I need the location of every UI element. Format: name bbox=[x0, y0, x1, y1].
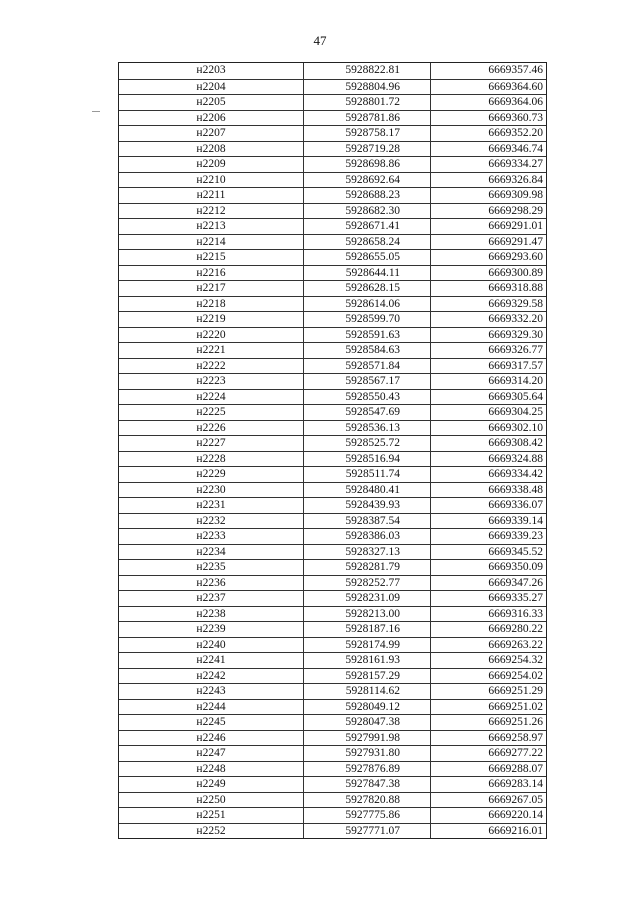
y-coordinate-cell: 6669345.52 bbox=[488, 545, 543, 558]
x-coordinate-cell: 5928049.12 bbox=[304, 700, 431, 715]
y-coordinate-cell: 6669309.98 bbox=[488, 189, 543, 201]
x-coordinate-cell: 5928584.63 bbox=[304, 343, 431, 358]
point-id-cell: н2244 bbox=[119, 700, 304, 715]
point-id-cell: н2234 bbox=[119, 545, 304, 560]
y-coordinate-cell: 6669352.20 bbox=[488, 127, 543, 139]
table-row bbox=[119, 373, 546, 389]
x-coordinate-cell: 5928599.70 bbox=[304, 312, 431, 327]
point-id-cell: н2235 bbox=[119, 560, 304, 575]
y-coordinate-cell: 6669277.22 bbox=[488, 747, 543, 759]
x-coordinate-cell: 5928516.94 bbox=[304, 452, 431, 467]
x-coordinate-cell: 5928655.05 bbox=[304, 250, 431, 265]
table-row bbox=[119, 451, 546, 467]
table-row bbox=[119, 668, 546, 684]
y-coordinate-cell: 6669318.88 bbox=[488, 282, 543, 294]
point-id-cell: н2238 bbox=[119, 607, 304, 622]
table-row bbox=[119, 606, 546, 622]
x-coordinate-cell: 5928644.11 bbox=[304, 266, 431, 281]
table-row bbox=[119, 125, 546, 141]
y-coordinate-cell: 6669251.29 bbox=[488, 685, 543, 697]
point-id-cell: н2213 bbox=[119, 219, 304, 234]
y-coordinate-cell: 6669298.29 bbox=[488, 204, 543, 217]
point-id-cell: н2227 bbox=[119, 436, 304, 451]
point-id-cell: н2250 bbox=[119, 793, 304, 808]
point-id-cell: н2247 bbox=[119, 746, 304, 761]
table-row bbox=[119, 141, 546, 157]
point-id-cell: н2212 bbox=[119, 204, 304, 219]
table-row bbox=[119, 172, 546, 188]
x-coordinate-cell: 5928591.63 bbox=[304, 328, 431, 343]
y-coordinate-cell: 6669364.60 bbox=[488, 80, 543, 93]
x-coordinate-cell: 5928511.74 bbox=[304, 467, 431, 482]
point-id-cell: н2249 bbox=[119, 777, 304, 792]
x-coordinate-cell: 5928781.86 bbox=[304, 111, 431, 126]
y-coordinate-cell: 6669324.88 bbox=[488, 452, 543, 465]
table-row bbox=[119, 327, 546, 343]
y-coordinate-cell: 6669326.77 bbox=[488, 344, 543, 356]
x-coordinate-cell: 5928480.41 bbox=[304, 483, 431, 498]
table-row bbox=[119, 110, 546, 126]
y-coordinate-cell: 6669283.14 bbox=[488, 778, 543, 790]
y-coordinate-cell: 6669308.42 bbox=[488, 437, 543, 449]
point-id-cell: н2229 bbox=[119, 467, 304, 482]
table-row bbox=[119, 187, 546, 203]
x-coordinate-cell: 5927771.07 bbox=[304, 824, 431, 839]
point-id-cell: н2214 bbox=[119, 235, 304, 250]
y-coordinate-cell: 6669304.25 bbox=[488, 406, 543, 418]
table-row bbox=[119, 63, 546, 79]
y-coordinate-cell: 6669293.60 bbox=[488, 251, 543, 263]
point-id-cell: н2226 bbox=[119, 421, 304, 436]
margin-mark bbox=[92, 111, 100, 112]
y-coordinate-cell: 6669314.20 bbox=[488, 375, 543, 387]
table-row bbox=[119, 699, 546, 715]
x-coordinate-cell: 5928719.28 bbox=[304, 142, 431, 157]
y-coordinate-cell: 6669220.14 bbox=[488, 809, 543, 821]
x-coordinate-cell: 5928386.03 bbox=[304, 529, 431, 544]
table-row bbox=[119, 358, 546, 374]
y-coordinate-cell: 6669335.27 bbox=[488, 592, 543, 604]
point-id-cell: н2211 bbox=[119, 188, 304, 203]
y-coordinate-cell: 6669326.84 bbox=[488, 173, 543, 186]
table-row bbox=[119, 559, 546, 575]
point-id-cell: н2240 bbox=[119, 638, 304, 653]
y-coordinate-cell: 6669339.23 bbox=[488, 530, 543, 542]
point-id-cell: н2231 bbox=[119, 498, 304, 513]
y-coordinate-cell: 6669258.97 bbox=[488, 731, 543, 744]
table-row bbox=[119, 621, 546, 637]
x-coordinate-cell: 5928550.43 bbox=[304, 390, 431, 405]
table-row bbox=[119, 513, 546, 529]
y-coordinate-cell: 6669254.02 bbox=[488, 669, 543, 682]
x-coordinate-cell: 5928547.69 bbox=[304, 405, 431, 420]
table-row bbox=[119, 435, 546, 451]
point-id-cell: н2233 bbox=[119, 529, 304, 544]
x-coordinate-cell: 5927876.89 bbox=[304, 762, 431, 777]
x-coordinate-cell: 5928157.29 bbox=[304, 669, 431, 684]
table-row bbox=[119, 156, 546, 172]
table-row bbox=[119, 745, 546, 761]
x-coordinate-cell: 5928658.24 bbox=[304, 235, 431, 250]
y-coordinate-cell: 6669251.02 bbox=[488, 700, 543, 713]
x-coordinate-cell: 5928692.64 bbox=[304, 173, 431, 188]
page-number: 47 bbox=[313, 33, 327, 48]
point-id-cell: н2224 bbox=[119, 390, 304, 405]
table-row bbox=[119, 280, 546, 296]
point-id-cell: н2252 bbox=[119, 824, 304, 839]
y-coordinate-cell: 6669280.22 bbox=[488, 623, 543, 635]
x-coordinate-cell: 5928682.30 bbox=[304, 204, 431, 219]
table-row bbox=[119, 792, 546, 808]
y-coordinate-cell: 6669216.01 bbox=[488, 824, 543, 837]
point-id-cell: н2236 bbox=[119, 576, 304, 591]
table-row bbox=[119, 544, 546, 560]
coordinates-table bbox=[118, 62, 547, 839]
point-id-cell: н2251 bbox=[119, 808, 304, 823]
point-id-cell: н2225 bbox=[119, 405, 304, 420]
table-row bbox=[119, 761, 546, 777]
y-coordinate-cell: 6669364.06 bbox=[488, 96, 543, 108]
x-coordinate-cell: 5928114.62 bbox=[304, 684, 431, 699]
point-id-cell: н2223 bbox=[119, 374, 304, 389]
point-id-cell: н2219 bbox=[119, 312, 304, 327]
point-id-cell: н2220 bbox=[119, 328, 304, 343]
table-row bbox=[119, 342, 546, 358]
x-coordinate-cell: 5928161.93 bbox=[304, 653, 431, 668]
table-row bbox=[119, 528, 546, 544]
table-row bbox=[119, 389, 546, 405]
x-coordinate-cell: 5928614.06 bbox=[304, 297, 431, 312]
x-coordinate-cell: 5927820.88 bbox=[304, 793, 431, 808]
x-coordinate-cell: 5928439.93 bbox=[304, 498, 431, 513]
point-id-cell: н2222 bbox=[119, 359, 304, 374]
y-coordinate-cell: 6669291.01 bbox=[488, 220, 543, 232]
point-id-cell: н2206 bbox=[119, 111, 304, 126]
table-row bbox=[119, 296, 546, 312]
x-coordinate-cell: 5928281.79 bbox=[304, 560, 431, 575]
table-row bbox=[119, 575, 546, 591]
x-coordinate-cell: 5928571.84 bbox=[304, 359, 431, 374]
y-coordinate-cell: 6669329.30 bbox=[488, 328, 543, 341]
y-coordinate-cell: 6669347.26 bbox=[488, 576, 543, 589]
x-coordinate-cell: 5928174.99 bbox=[304, 638, 431, 653]
y-coordinate-cell: 6669263.22 bbox=[488, 638, 543, 651]
x-coordinate-cell: 5927847.38 bbox=[304, 777, 431, 792]
point-id-cell: н2246 bbox=[119, 731, 304, 746]
x-coordinate-cell: 5928047.38 bbox=[304, 715, 431, 730]
table-row bbox=[119, 730, 546, 746]
table-row bbox=[119, 311, 546, 327]
x-coordinate-cell: 5928187.16 bbox=[304, 622, 431, 637]
x-coordinate-cell: 5928804.96 bbox=[304, 80, 431, 95]
point-id-cell: н2239 bbox=[119, 622, 304, 637]
table-row bbox=[119, 265, 546, 281]
x-coordinate-cell: 5928671.41 bbox=[304, 219, 431, 234]
x-coordinate-cell: 5928525.72 bbox=[304, 436, 431, 451]
y-coordinate-cell: 6669332.20 bbox=[488, 313, 543, 325]
x-coordinate-cell: 5928567.17 bbox=[304, 374, 431, 389]
table-row bbox=[119, 234, 546, 250]
table-row bbox=[119, 420, 546, 436]
table-row bbox=[119, 590, 546, 606]
table-row bbox=[119, 466, 546, 482]
x-coordinate-cell: 5928387.54 bbox=[304, 514, 431, 529]
table-row bbox=[119, 714, 546, 730]
point-id-cell: н2241 bbox=[119, 653, 304, 668]
point-id-cell: н2228 bbox=[119, 452, 304, 467]
point-id-cell: н2221 bbox=[119, 343, 304, 358]
x-coordinate-cell: 5928252.77 bbox=[304, 576, 431, 591]
point-id-cell: н2230 bbox=[119, 483, 304, 498]
x-coordinate-cell: 5928628.15 bbox=[304, 281, 431, 296]
table-row bbox=[119, 807, 546, 823]
point-id-cell: н2243 bbox=[119, 684, 304, 699]
y-coordinate-cell: 6669251.26 bbox=[488, 716, 543, 728]
point-id-cell: н2242 bbox=[119, 669, 304, 684]
table-row bbox=[119, 482, 546, 498]
y-coordinate-cell: 6669302.10 bbox=[488, 421, 543, 434]
y-coordinate-cell: 6669300.89 bbox=[488, 266, 543, 279]
point-id-cell: н2248 bbox=[119, 762, 304, 777]
point-id-cell: н2203 bbox=[119, 63, 304, 79]
x-coordinate-cell: 5928758.17 bbox=[304, 126, 431, 141]
point-id-cell: н2217 bbox=[119, 281, 304, 296]
table-row bbox=[119, 404, 546, 420]
table-row bbox=[119, 218, 546, 234]
table-row bbox=[119, 497, 546, 513]
point-id-cell: н2207 bbox=[119, 126, 304, 141]
y-coordinate-cell: 6669336.07 bbox=[488, 499, 543, 511]
point-id-cell: н2215 bbox=[119, 250, 304, 265]
y-coordinate-cell: 6669350.09 bbox=[488, 561, 543, 573]
y-coordinate-cell: 6669334.27 bbox=[488, 158, 543, 170]
table-row bbox=[119, 823, 546, 839]
y-coordinate-cell: 6669346.74 bbox=[488, 142, 543, 155]
y-coordinate-cell: 6669316.33 bbox=[488, 607, 543, 620]
table-row bbox=[119, 249, 546, 265]
x-coordinate-cell: 5927991.98 bbox=[304, 731, 431, 746]
point-id-cell: н2216 bbox=[119, 266, 304, 281]
y-coordinate-cell: 6669360.73 bbox=[488, 111, 543, 124]
y-coordinate-cell: 6669339.14 bbox=[488, 514, 543, 527]
table-row bbox=[119, 79, 546, 95]
y-coordinate-cell: 6669267.05 bbox=[488, 793, 543, 806]
table-row bbox=[119, 776, 546, 792]
y-coordinate-cell: 6669305.64 bbox=[488, 390, 543, 403]
y-coordinate-cell: 6669254.32 bbox=[488, 654, 543, 666]
y-coordinate-cell: 6669334.42 bbox=[488, 468, 543, 480]
x-coordinate-cell: 5928698.86 bbox=[304, 157, 431, 172]
point-id-cell: н2237 bbox=[119, 591, 304, 606]
point-id-cell: н2209 bbox=[119, 157, 304, 172]
y-coordinate-cell: 6669357.46 bbox=[488, 64, 543, 76]
x-coordinate-cell: 5928327.13 bbox=[304, 545, 431, 560]
point-id-cell: н2205 bbox=[119, 95, 304, 110]
table-row bbox=[119, 652, 546, 668]
y-coordinate-cell: 6669329.58 bbox=[488, 297, 543, 310]
x-coordinate-cell: 5928231.09 bbox=[304, 591, 431, 606]
point-id-cell: н2245 bbox=[119, 715, 304, 730]
x-coordinate-cell: 5928688.23 bbox=[304, 188, 431, 203]
point-id-cell: н2204 bbox=[119, 80, 304, 95]
point-id-cell: н2210 bbox=[119, 173, 304, 188]
point-id-cell: н2218 bbox=[119, 297, 304, 312]
x-coordinate-cell: 5928536.13 bbox=[304, 421, 431, 436]
table-row bbox=[119, 94, 546, 110]
point-id-cell: н2208 bbox=[119, 142, 304, 157]
x-coordinate-cell: 5928213.00 bbox=[304, 607, 431, 622]
x-coordinate-cell: 5928822.81 bbox=[304, 63, 431, 79]
x-coordinate-cell: 5928801.72 bbox=[304, 95, 431, 110]
x-coordinate-cell: 5927775.86 bbox=[304, 808, 431, 823]
table-row bbox=[119, 683, 546, 699]
point-id-cell: н2232 bbox=[119, 514, 304, 529]
y-coordinate-cell: 6669291.47 bbox=[488, 235, 543, 248]
table-row bbox=[119, 203, 546, 219]
y-coordinate-cell: 6669288.07 bbox=[488, 762, 543, 775]
x-coordinate-cell: 5927931.80 bbox=[304, 746, 431, 761]
table-row bbox=[119, 637, 546, 653]
y-coordinate-cell: 6669338.48 bbox=[488, 483, 543, 496]
y-coordinate-cell: 6669317.57 bbox=[488, 359, 543, 372]
